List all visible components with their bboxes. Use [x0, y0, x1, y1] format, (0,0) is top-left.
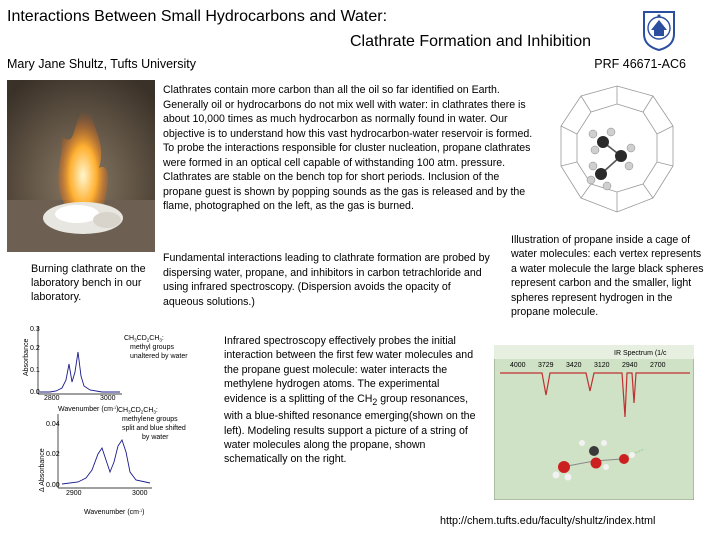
top-ylabel: Absorbance [23, 338, 30, 376]
ir-window-title: IR Spectrum (1/c [614, 350, 667, 357]
xlabel-bottom: Wavenumber $(cm^{-1})$ [84, 509, 145, 516]
ir-tick-2: 3729 [538, 362, 554, 369]
university-seal-icon [640, 8, 678, 52]
bottom-tick-y-3: 0.00 [46, 482, 60, 489]
infrared-text-a: Infrared spectroscopy effectively probes the initial interaction between the first few water molecules and the propane guest molecule: water interacts the methylene hydrogen atoms. The experimental evidence is a splitting of the CH [224, 335, 474, 405]
fundamental-paragraph: Fundamental interactions leading to clathrate formation are probed by dispersing water, propane, and inhibitors in carbon tetrachloride and using infrared spectroscopy. (Dispersion avoids the opacity of aqueous solutions.) [163, 252, 490, 308]
bottom-tick-y-1: 0.04 [46, 421, 60, 428]
ir-tick-5: 2940 [622, 362, 638, 369]
ir-tick-1: 4000 [510, 362, 526, 369]
bottom-tick-x-2: 3000 [132, 490, 148, 497]
top-tick-y-3: 0.1 [30, 367, 40, 374]
bottom-note-4: by water [142, 434, 169, 441]
top-note-2: methyl groups [130, 344, 174, 351]
propane-cage-illustration [555, 82, 680, 227]
top-tick-x-1: 2800 [44, 395, 60, 402]
bottom-spectrum-line [62, 440, 150, 484]
ir-spectrum-window [494, 345, 694, 500]
title-line-2: Clathrate Formation and Inhibition [350, 33, 592, 50]
infrared-paragraph [224, 334, 479, 467]
bottom-tick-y-2: 0.02 [46, 451, 60, 458]
spectra-plots [22, 322, 207, 524]
top-plot-axes [38, 326, 122, 394]
xlabel-middle: Wavenumber $(cm^{-1})$ [58, 406, 119, 413]
top-tick-y-2: 0.2 [30, 345, 40, 352]
infrared-subscript: 2 [372, 396, 378, 407]
burning-caption: Burning clathrate on the laboratory bench in our laboratory. [31, 263, 146, 303]
top-tick-x-2: 3000 [100, 395, 116, 402]
grant-number: PRF 46671-AC6 [594, 57, 686, 71]
bottom-note-3: split and blue shifted [122, 425, 186, 432]
top-note-3: unaltered by water [130, 353, 188, 360]
intro-paragraph: Clathrates contain more carbon than all the oil so far identified on Earth. Generally oil or hydrocarbons do not mix well with water: in clathrates there is about 10,000 times as much hydrocarbon as normally found in water. Our objective is to understand how this vast hydrocarbon-water reservoir is formed. To probe the interactions responsible for cluster nucleation, propane clathrates were formed in an optical cell capable of withstanding 100 atm. pressure. Clathrates are stable on the bench top for short periods. Inclusion of the propane guest is shown by popping sounds as the gas is released and by the flame, photographed on the left, as the gas is burned. [163, 84, 533, 212]
burning-clathrate-photo [7, 80, 155, 252]
infrared-text-b: group resonances, with a blue-shifted resonance emerging(shown on the left). Modeling results support a picture of a string of water molecules along the propane, shown schematically on the right. [224, 392, 476, 466]
ir-tick-6: 2700 [650, 362, 666, 369]
top-spectrum-line [40, 352, 120, 392]
bottom-note-2: methylene groups [122, 416, 178, 423]
title-line-1: Interactions Between Small Hydrocarbons and Water: [7, 8, 388, 25]
cage-caption: Illustration of propane inside a cage of water molecules: each vertex represents a water molecule the large black spheres represent carbon and the smaller, light spheres represent hydrogen in the propane molecule. [511, 234, 704, 319]
bottom-note-1: $CH_3CD_2CH_3$: [118, 407, 158, 415]
top-tick-y-1: 0.3 [30, 326, 40, 333]
faculty-url-link[interactable]: http://chem.tufts.edu/faculty/shultz/index.html [440, 515, 656, 527]
ir-tick-4: 3120 [594, 362, 610, 369]
bottom-tick-x-1: 2900 [66, 490, 82, 497]
bottom-ylabel: Δ Absorbance [39, 448, 46, 492]
top-note-1: $CH_3CD_2CH_3$: [124, 335, 164, 343]
author: Mary Jane Shultz, Tufts University [7, 57, 196, 71]
top-tick-y-4: 0.0 [30, 389, 40, 396]
ir-tick-3: 3420 [566, 362, 582, 369]
